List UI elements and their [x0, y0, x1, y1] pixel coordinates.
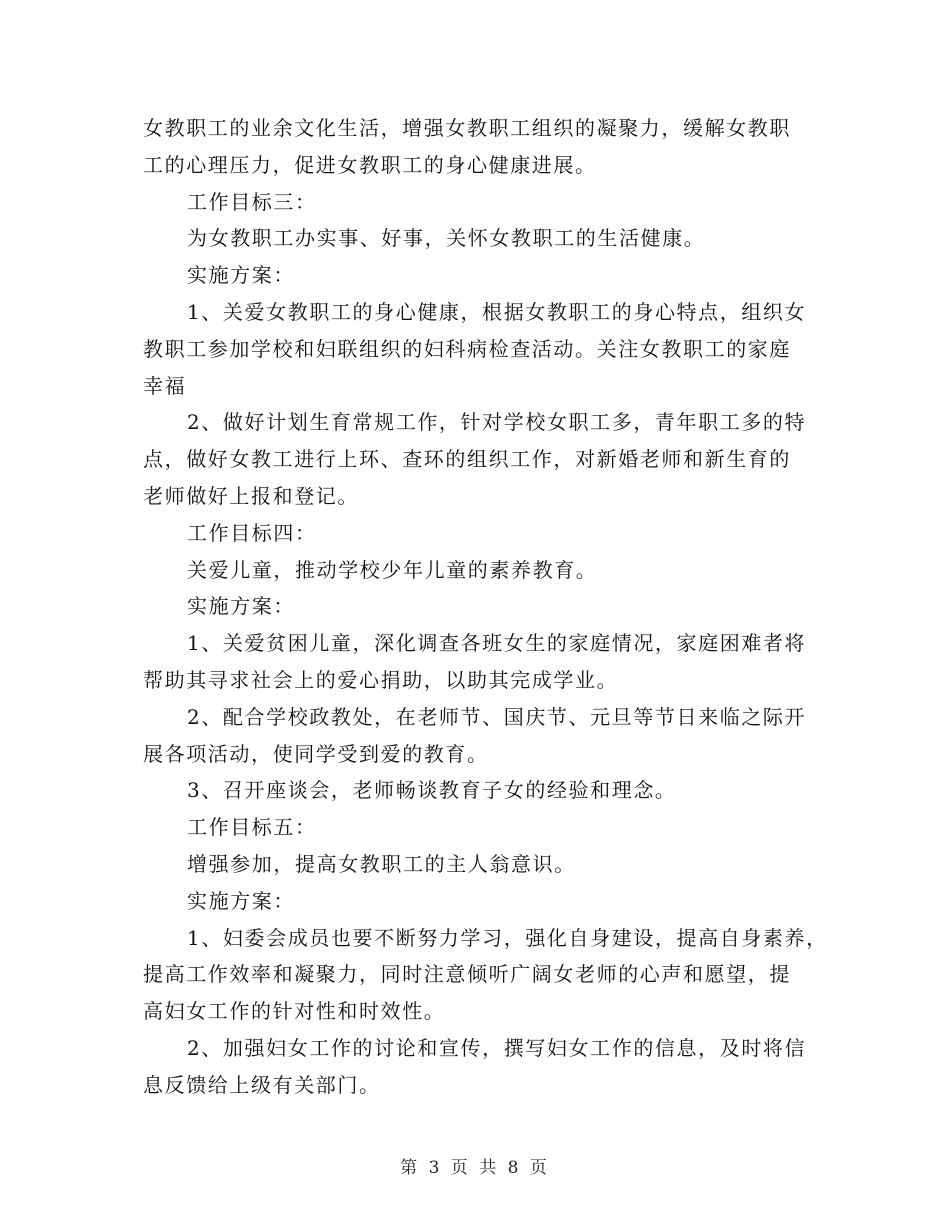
text-line: 1、妇委会成员也要不断努力学习，强化自身建设，提高自身素养， [187, 925, 828, 950]
text-line: 关爱儿童，推动学校少年儿童的素养教育。 [187, 557, 598, 582]
section-heading: 实施方案： [187, 263, 295, 288]
section-heading: 工作目标四： [187, 520, 317, 545]
section-heading: 工作目标三： [187, 189, 317, 214]
text-line: 幸福 [143, 373, 187, 398]
text-line: 高妇女工作的针对性和时效性。 [143, 999, 446, 1024]
section-heading: 实施方案： [187, 594, 295, 619]
text-line: 女教职工的业余文化生活，增强女教职工组织的凝聚力，缓解女教职 [143, 116, 791, 140]
text-line: 1、关爱贫困儿童，深化调查各班女生的家庭情况，家庭困难者将 [187, 631, 807, 656]
text-line: 教职工参加学校和妇联组织的妇科病检查活动。关注女教职工的家庭 [143, 336, 791, 361]
text-line: 增强参加，提高女教职工的主人翁意识。 [187, 851, 576, 876]
text-line: 工的心理压力，促进女教职工的身心健康进展。 [143, 152, 597, 177]
text-line: 为女教职工办实事、好事，关怀女教职工的生活健康。 [187, 226, 706, 251]
section-heading: 实施方案： [187, 888, 295, 913]
section-heading: 工作目标五： [187, 815, 317, 840]
text-line: 3、召开座谈会，老师畅谈教育子女的经验和理念。 [187, 778, 677, 803]
text-line: 老师做好上报和登记。 [143, 483, 359, 508]
text-line: 帮助其寻求社会上的爱心捐助，以助其完成学业。 [143, 667, 619, 692]
text-line: 2、配合学校政教处，在老师节、国庆节、元旦等节日来临之际开 [187, 704, 807, 729]
text-line: 提高工作效率和凝聚力，同时注意倾听广阔女老师的心声和愿望，提 [143, 962, 791, 987]
text-line: 展各项活动，使同学受到爱的教育。 [143, 741, 489, 766]
document-body [143, 110, 828, 1104]
text-line: 2、加强妇女工作的讨论和宣传，撰写妇女工作的信息，及时将信 [187, 1035, 807, 1060]
text-line: 息反馈给上级有关部门。 [143, 1072, 381, 1097]
text-line: 点，做好女教工进行上环、查环的组织工作，对新婚老师和新生育的 [143, 447, 791, 472]
text-line: 2、做好计划生育常规工作，针对学校女职工多，青年职工多的特 [187, 410, 807, 435]
text-line: 1、关爱女教职工的身心健康，根据女教职工的身心特点，组织女 [187, 299, 807, 324]
page-number-footer: 第 3 页 共 8 页 [400, 1158, 550, 1178]
